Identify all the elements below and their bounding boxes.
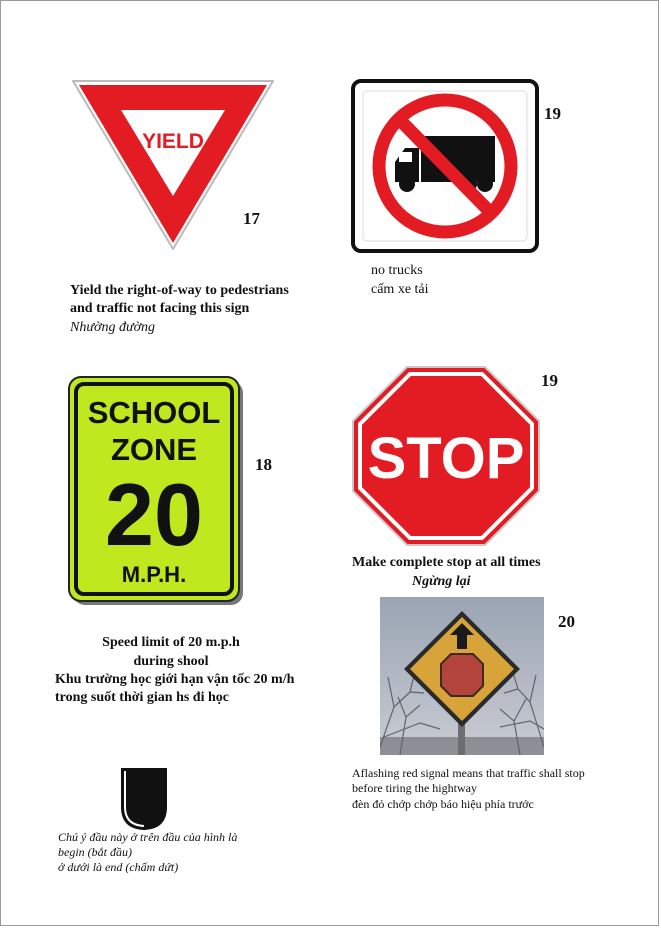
sign-number-17: 17: [243, 209, 260, 228]
school-zone-caption-3: Khu trường học giới hạn vận tốc 20 m/h: [55, 672, 295, 687]
no-trucks-caption-vi: cấm xe tải: [371, 282, 429, 297]
school-zone-line-2: ZONE: [110, 432, 198, 467]
shield-note-1: Chú ý đầu này ở trên đầu của hình là: [58, 830, 238, 844]
stop-caption-en: Make complete stop at all times: [352, 555, 541, 570]
school-zone-caption-2: during shool: [133, 654, 209, 669]
yield-caption-vi: Nhường đường: [70, 320, 156, 335]
school-zone-speed: 20: [105, 465, 203, 564]
shield-shape-image: [119, 767, 169, 831]
school-zone-line-1: SCHOOL: [87, 395, 221, 430]
no-trucks-sign-image: [351, 79, 539, 253]
sign-number-19-stop: 19: [541, 371, 558, 390]
school-zone-caption-1: Speed limit of 20 m.p.h: [102, 635, 240, 650]
stop-ahead-sign-photo: [380, 597, 544, 755]
stop-sign-image: [351, 365, 541, 547]
shield-note-2: begin (bắt đầu): [58, 845, 132, 859]
yield-caption-en-1: Yield the right-of-way to pedestrians: [70, 283, 289, 298]
stop-sign-text: STOP: [367, 426, 525, 491]
sign-number-18: 18: [255, 455, 272, 474]
yield-caption-en-2: and traffic not facing this sign: [70, 301, 250, 316]
no-trucks-caption-en: no trucks: [371, 263, 423, 278]
stop-ahead-caption-2: before tiring the hightway: [352, 781, 477, 795]
school-zone-unit: M.P.H.: [121, 562, 187, 587]
school-zone-caption-4: trong suốt thời gian hs đi học: [55, 690, 229, 705]
sign-number-19-top: 19: [544, 104, 561, 123]
stop-ahead-caption-1: Aflashing red signal means that traffic shall stop: [352, 766, 585, 780]
school-zone-sign-image: [67, 375, 245, 607]
sign-number-20: 20: [558, 612, 575, 631]
yield-sign-text: YIELD: [142, 130, 204, 153]
stop-caption-vi: Ngừng lại: [412, 574, 471, 589]
stop-ahead-caption-3: đèn đỏ chớp chớp báo hiệu phía trước: [352, 797, 534, 811]
shield-note-3: ở dưới là end (chấm dứt): [58, 860, 179, 874]
